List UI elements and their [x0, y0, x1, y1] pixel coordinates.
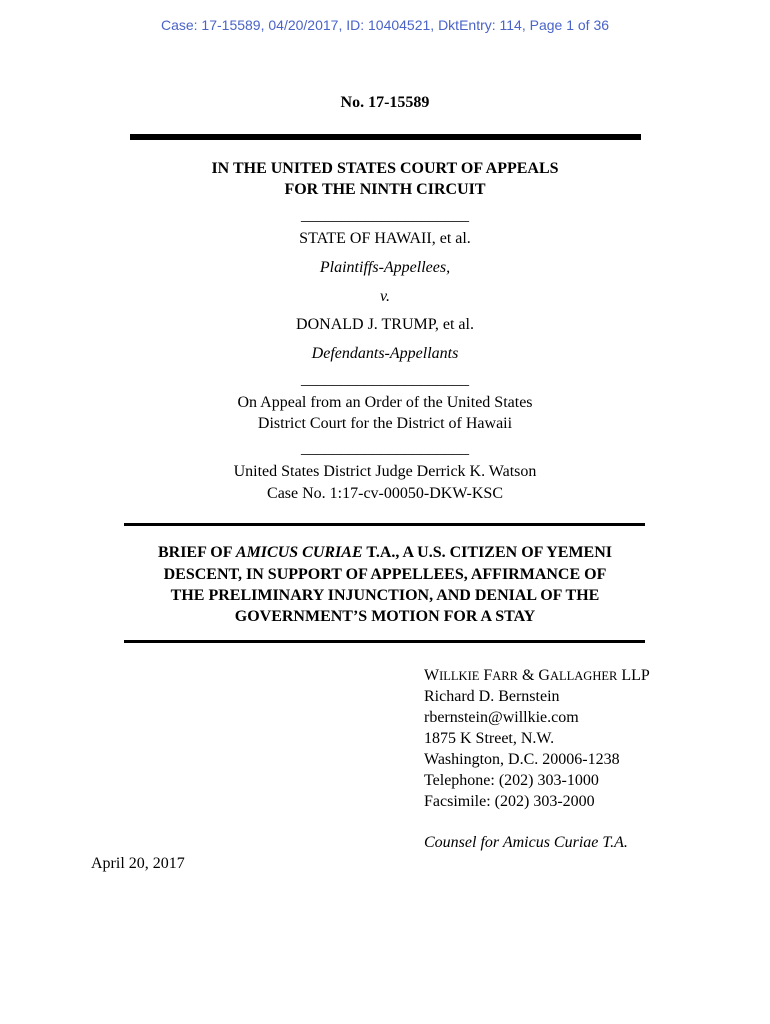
- docket-header-stamp: Case: 17-15589, 04/20/2017, ID: 10404521, DktEntry: 114, Page 1 of 36: [160, 17, 610, 33]
- defendant-name: DONALD J. TRUMP, et al.: [296, 316, 474, 333]
- attorney-email: rbernstein@willkie.com: [424, 709, 579, 726]
- street-address: 1875 K Street, N.W.: [424, 730, 555, 747]
- rule-below-title: [124, 640, 645, 643]
- court-name-line-2: FOR THE NINTH CIRCUIT: [284, 181, 486, 198]
- court-name-line-1: IN THE UNITED STATES COURT OF APPEALS: [211, 160, 559, 177]
- judge-line: United States District Judge Derrick K. Watson: [233, 463, 537, 480]
- separator-line-3: _____________________: [301, 440, 469, 457]
- defendant-role: Defendants-Appellants: [311, 345, 459, 362]
- brief-title-line-3: THE PRELIMINARY INJUNCTION, AND DENIAL OF THE: [170, 587, 600, 604]
- appeal-line-1: On Appeal from an Order of the United States: [237, 394, 533, 411]
- brief-title-suffix: T.A., A U.S. CITIZEN OF YEMENI: [362, 544, 613, 561]
- city-address: Washington, D.C. 20006-1238: [424, 751, 620, 768]
- separator-line-2: _____________________: [301, 371, 469, 388]
- versus-label: v.: [380, 288, 390, 305]
- firm-f: F: [479, 667, 493, 684]
- case-number-line: Case No. 1:17-cv-00050-DKW-KSC: [267, 485, 503, 502]
- filing-date: April 20, 2017: [91, 855, 185, 872]
- appeal-line-2: District Court for the District of Hawaii: [257, 415, 513, 432]
- firm-illkie: ILLKIE: [439, 669, 480, 683]
- brief-title-prefix: BRIEF OF: [157, 544, 236, 561]
- firm-allagher: ALLAGHER: [549, 669, 618, 683]
- docket-number: No. 17-15589: [340, 94, 430, 111]
- brief-title-line-1: [0, 544, 770, 562]
- telephone: Telephone: (202) 303-1000: [424, 772, 599, 789]
- double-rule-divider: [130, 134, 641, 140]
- separator-line-1: _____________________: [301, 207, 469, 224]
- brief-title-amicus: AMICUS CURIAE: [235, 544, 363, 561]
- counsel-role: Counsel for Amicus Curiae T.A.: [424, 834, 628, 851]
- plaintiff-name: STATE OF HAWAII, et al.: [299, 230, 471, 247]
- firm-w: W: [424, 667, 440, 684]
- firm-amp-g: & G: [517, 667, 550, 684]
- rule-above-title: [124, 523, 645, 526]
- firm-arr: ARR: [492, 669, 518, 683]
- plaintiff-role: Plaintiffs-Appellees,: [319, 259, 451, 276]
- firm-llp: LLP: [617, 667, 650, 684]
- brief-title-line-2: DESCENT, IN SUPPORT OF APPELLEES, AFFIRMANCE OF: [163, 566, 607, 583]
- brief-title-line-4: GOVERNMENT’S MOTION FOR A STAY: [234, 608, 536, 625]
- facsimile: Facsimile: (202) 303-2000: [424, 793, 595, 810]
- law-firm-name: [424, 667, 650, 685]
- attorney-name: Richard D. Bernstein: [424, 688, 560, 705]
